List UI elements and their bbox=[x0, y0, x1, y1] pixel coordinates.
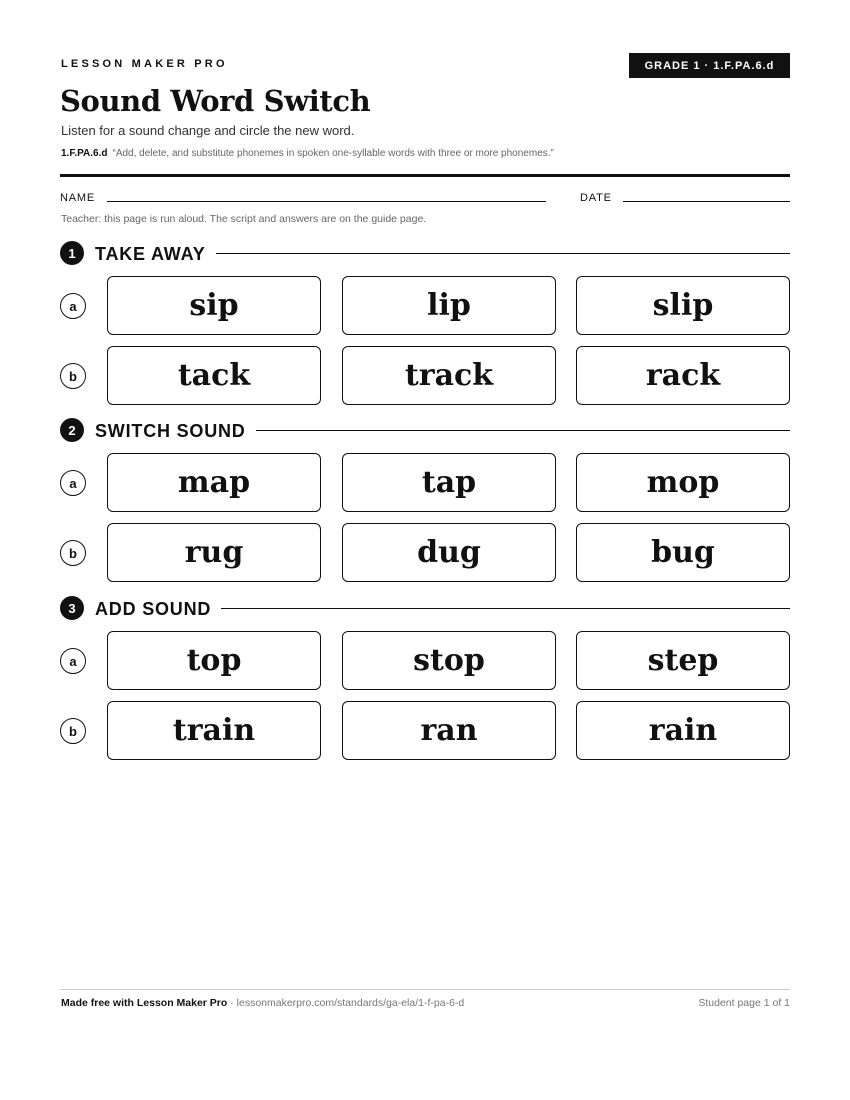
footer-page-number: Student page 1 of 1 bbox=[698, 997, 790, 1009]
word-card[interactable]: ran bbox=[342, 701, 556, 760]
item-row bbox=[60, 453, 790, 512]
word-card[interactable]: mop bbox=[576, 453, 790, 512]
word-card[interactable]: top bbox=[107, 631, 321, 690]
standard-text: “Add, delete, and substitute phonemes in spoken one-syllable words with three or more phonemes.” bbox=[112, 148, 554, 159]
page-subtitle: Listen for a sound change and circle the new word. bbox=[61, 123, 355, 138]
word-card[interactable]: sip bbox=[107, 276, 321, 335]
standard-code: 1.F.PA.6.d bbox=[61, 148, 108, 159]
page-title: Sound Word Switch bbox=[60, 84, 371, 118]
section-title: TAKE AWAY bbox=[95, 244, 216, 265]
section-number-badge: 2 bbox=[60, 418, 84, 442]
word-card[interactable]: train bbox=[107, 701, 321, 760]
footer-divider bbox=[60, 989, 790, 990]
header-divider bbox=[60, 174, 790, 177]
footer-link[interactable]: · lessonmakerpro.com/standards/ga-ela/1-f-pa-6-d bbox=[227, 997, 465, 1009]
item-row bbox=[60, 631, 790, 690]
word-card[interactable]: tack bbox=[107, 346, 321, 405]
footer-credit bbox=[61, 997, 464, 1009]
word-card[interactable]: slip bbox=[576, 276, 790, 335]
standard-line bbox=[61, 148, 554, 159]
item-row bbox=[60, 523, 790, 582]
word-card[interactable]: rain bbox=[576, 701, 790, 760]
date-field[interactable] bbox=[623, 201, 790, 202]
name-date-row bbox=[60, 191, 790, 205]
word-card[interactable]: tap bbox=[342, 453, 556, 512]
section-header-add-sound bbox=[60, 596, 790, 620]
row-letter-badge: b bbox=[60, 363, 86, 389]
word-card[interactable]: lip bbox=[342, 276, 556, 335]
word-card[interactable]: track bbox=[342, 346, 556, 405]
item-row bbox=[60, 701, 790, 760]
section-title: ADD SOUND bbox=[95, 599, 221, 620]
section-number-badge: 3 bbox=[60, 596, 84, 620]
footer-made-with: Made free with Lesson Maker Pro bbox=[61, 997, 228, 1009]
word-card[interactable]: rack bbox=[576, 346, 790, 405]
date-label: DATE bbox=[580, 192, 612, 204]
row-letter-badge: b bbox=[60, 718, 86, 744]
word-card[interactable]: stop bbox=[342, 631, 556, 690]
word-card[interactable]: step bbox=[576, 631, 790, 690]
brand-name: LESSON MAKER PRO bbox=[61, 58, 228, 70]
section-number-badge: 1 bbox=[60, 241, 84, 265]
name-field[interactable] bbox=[107, 201, 546, 202]
row-letter-badge: a bbox=[60, 470, 86, 496]
word-card[interactable]: bug bbox=[576, 523, 790, 582]
item-row bbox=[60, 346, 790, 405]
word-card[interactable]: map bbox=[107, 453, 321, 512]
section-header-switch-sound bbox=[60, 418, 790, 442]
item-row bbox=[60, 276, 790, 335]
row-letter-badge: b bbox=[60, 540, 86, 566]
name-label: NAME bbox=[60, 192, 95, 204]
row-letter-badge: a bbox=[60, 648, 86, 674]
section-header-take-away bbox=[60, 241, 790, 265]
row-letter-badge: a bbox=[60, 293, 86, 319]
teacher-note: Teacher: this page is run aloud. The script and answers are on the guide page. bbox=[61, 213, 427, 225]
grade-badge: GRADE 1 · 1.F.PA.6.d bbox=[629, 53, 790, 78]
word-card[interactable]: rug bbox=[107, 523, 321, 582]
section-title: SWITCH SOUND bbox=[95, 421, 256, 442]
word-card[interactable]: dug bbox=[342, 523, 556, 582]
